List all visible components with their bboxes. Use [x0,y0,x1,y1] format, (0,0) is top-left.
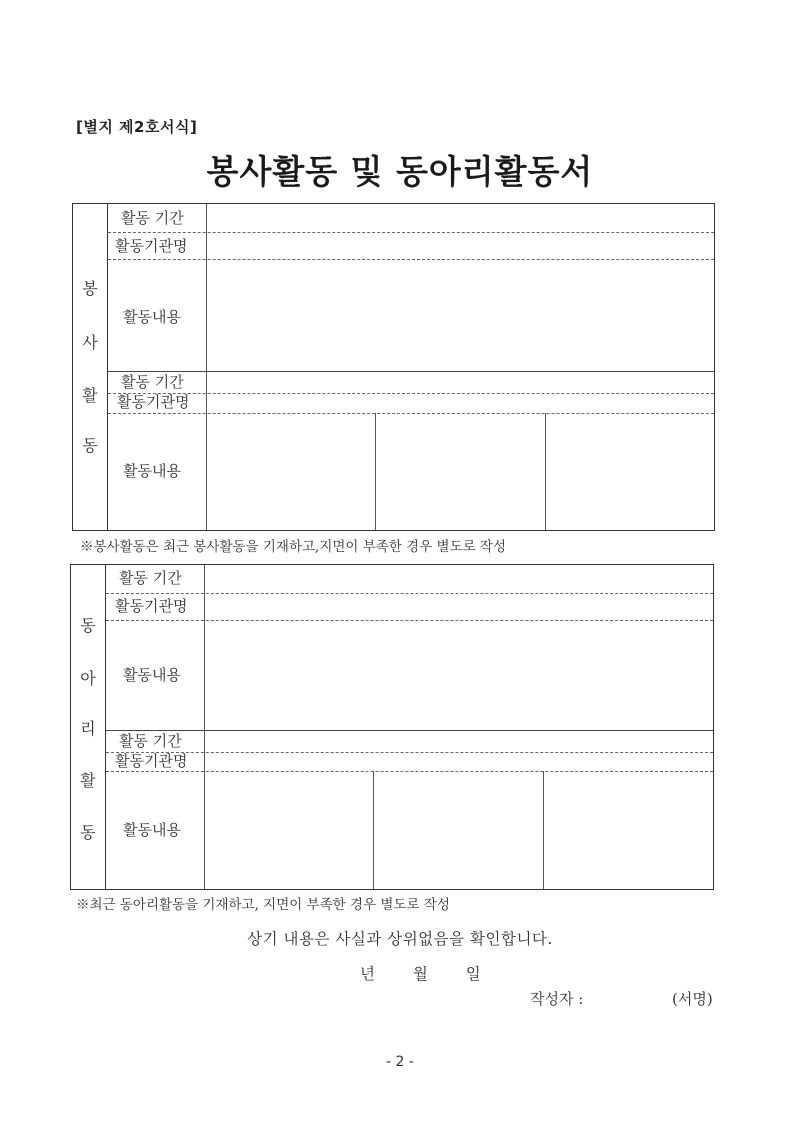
volunteer-period-field[interactable] [208,372,714,392]
volunteer-side-char: 사 [82,333,98,352]
club-side-char: 동 [80,823,96,842]
club-note: ※최근 동아리활동을 기재하고, 지면이 부족한 경우 별도로 작성 [76,897,450,913]
date-line [360,962,481,984]
club-org-field[interactable] [206,594,713,619]
club-org-label: 활동기관명 [115,752,188,770]
volunteer-org-label: 활동기관명 [117,393,190,411]
confirmation-statement: 상기 내용은 사실과 상위없음을 확인합니다. [247,930,553,948]
club-period-label: 활동 기간 [119,732,182,750]
club-side-char: 리 [80,719,96,738]
club-period-field[interactable] [206,731,713,751]
club-content-label: 활동내용 [123,821,181,839]
volunteer-org-field[interactable] [208,394,714,412]
year-label: 년 [360,965,375,983]
club-org-field[interactable] [206,753,713,770]
volunteer-content-cell[interactable] [377,414,545,530]
volunteer-content-label: 활동내용 [123,308,181,326]
volunteer-period-label: 활동 기간 [121,209,184,227]
volunteer-org-field[interactable] [208,233,714,258]
writer-label: 작성자 : [530,990,584,1008]
club-period-label: 활동 기간 [119,569,182,587]
club-content-cell[interactable] [206,772,373,889]
club-side-char: 아 [80,669,96,688]
document-title: 봉사활동 및 동아리활동서 [206,152,594,191]
volunteer-period-label: 활동 기간 [121,373,184,391]
club-content-cell[interactable] [375,772,543,889]
club-side-char: 활 [80,771,96,790]
volunteer-content-cell[interactable] [208,414,375,530]
club-content-field[interactable] [206,621,713,729]
club-side-char: 동 [80,616,96,635]
club-period-field[interactable] [206,565,713,592]
club-activity-table [70,564,714,890]
month-label: 월 [412,965,428,983]
volunteer-note: ※봉사활동은 최근 봉사활동을 기재하고,지면이 부족한 경우 별도로 작성 [80,539,507,555]
volunteer-org-label: 활동기관명 [115,237,188,255]
signature-label: (서명) [672,990,713,1008]
day-label: 일 [465,965,481,983]
club-content-label: 활동내용 [123,666,181,684]
volunteer-side-char: 봉 [82,279,98,298]
club-content-cell[interactable] [545,772,713,889]
volunteer-activity-table [72,203,715,531]
club-org-label: 활동기관명 [115,597,188,615]
volunteer-period-field[interactable] [208,204,714,231]
volunteer-content-field[interactable] [208,260,714,370]
volunteer-content-cell[interactable] [547,414,714,530]
page-number: - 2 - [386,1054,414,1070]
writer-name-field[interactable] [598,986,668,1008]
form-number-tag: [별지 제2호서식] [76,118,198,136]
volunteer-side-char: 동 [82,436,98,455]
volunteer-side-char: 활 [82,386,98,405]
volunteer-content-label: 활동내용 [123,462,181,480]
